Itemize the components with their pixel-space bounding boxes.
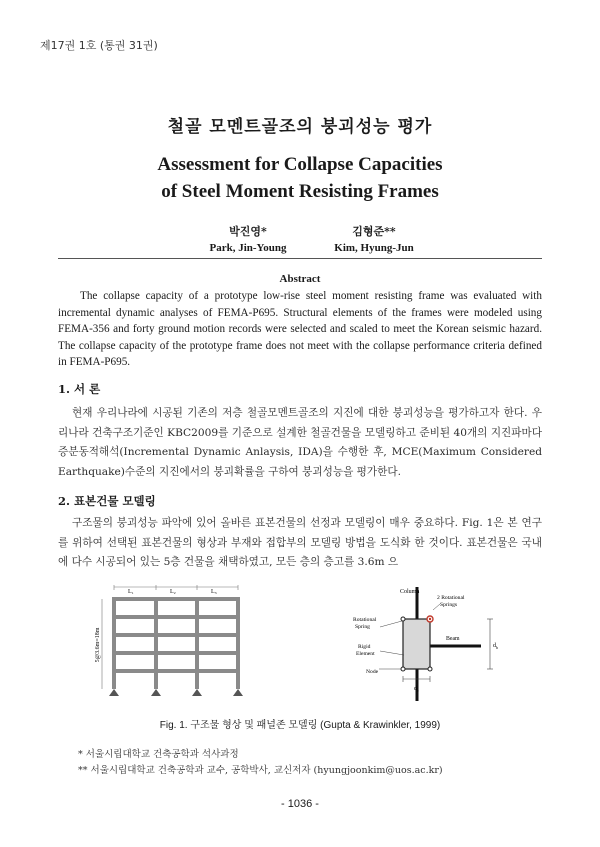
title-divider [58,258,542,259]
column-label: Column [400,589,420,595]
abstract-heading: Abstract [279,273,321,285]
rigid-label-2: Element [356,651,375,657]
frame-height-label: 5@3.6m=18m [95,627,101,663]
bay-2-label: L₂ [170,589,176,595]
page-number: - 1036 - [281,798,319,810]
bay-3-label: L₃ [211,589,217,595]
section-1-text: 현재 우리나라에 시공된 기존의 저층 철골모멘트골조의 지진에 대한 붕괴성능을 평가하고자 한다. 우리나라 건축구조기준인 KBC2009를 기준으로 설계한 철골건물을 모델링하고 준비된 40개의 지진파마다 증분동적해석(Incremental Dynamic Anlaysis, IDA)을 수행한 후, MCE(Maximum Considered Earthquake)수준의 지진에서의 붕괴확률을 구하여 붕괴성능을 평가한다. [58,407,542,478]
title-english-line1: Assessment for Collapse Capacities [157,154,443,175]
panel-zone-model [379,587,493,701]
author-2-name-ko: 김형준** [352,225,396,238]
abstract-text: The collapse capacity of a prototype low-rise steel moment resisting frame was evaluated with incremental dynamic analyses of FEMA-P695. Structural elements of the frames were modeled using FEMA-356 and forty ground motion records were selected and scaled to meet the Korean seismic hazard. The collapse capacity of the prototype frame does not meet with the collapse performance criteria defined in FEMA-P695. [58,290,542,369]
rot-spring-label-2: Spring [355,624,370,630]
rot-springs-label-2: Springs [440,602,458,608]
beam-label: Beam [446,636,460,642]
title-korean: 철골 모멘트골조의 붕괴성능 평가 [167,117,433,137]
rigid-label-1: Rigid [358,644,371,650]
author-2 [294,223,454,254]
footnote-2: ** 서울시립대학교 건축공학과 교수, 공학박사, 교신저자 (hyungjoonkim@uos.ac.kr) [78,765,443,776]
section-2-text: 구조물의 붕괴성능 파악에 있어 올바른 표본건물의 선정과 모델링이 매우 중요하다. Fig. 1은 본 연구를 위하여 선택된 표본건물의 형상과 부재와 접합부의 모델링 방법을 도식화 한 것이다. 표본건물은 국내에 다수 시공되어 있는 5층 건물을 채택하였고, 모든 층의 층고를 3.6m 으 [58,517,542,569]
author-1-name-en: Park, Jin-Young [209,242,287,254]
figure-1-caption: Fig. 1. 구조물 형상 및 패널존 모델링 (Gupta & Krawinkler, 1999) [159,720,441,731]
node-label: Node [366,669,379,675]
figure-1-drawing [90,585,510,705]
rot-spring-label-1: Rotational [353,617,377,623]
footnote-1: * 서울시립대학교 건축공학과 석사과정 [78,749,239,760]
section-1-heading: 1. 서 론 [58,382,101,396]
dc-label: $d_c$ [414,686,419,693]
author-1-name-ko: 박진영* [229,225,267,238]
frame-elevation [102,585,243,696]
author-2-name-en: Kim, Hyung-Jun [334,242,414,254]
rot-springs-label-1: 2 Rotational [437,595,465,601]
bay-1-label: L₁ [128,589,134,595]
section-2-heading: 2. 표본건물 모델링 [58,494,156,508]
title-english-line2: of Steel Moment Resisting Frames [161,181,439,202]
figure-1 [90,585,510,705]
db-label: $d_b$ [493,643,498,650]
journal-volume: 제17권 1호 (통권 31권) [40,39,158,52]
